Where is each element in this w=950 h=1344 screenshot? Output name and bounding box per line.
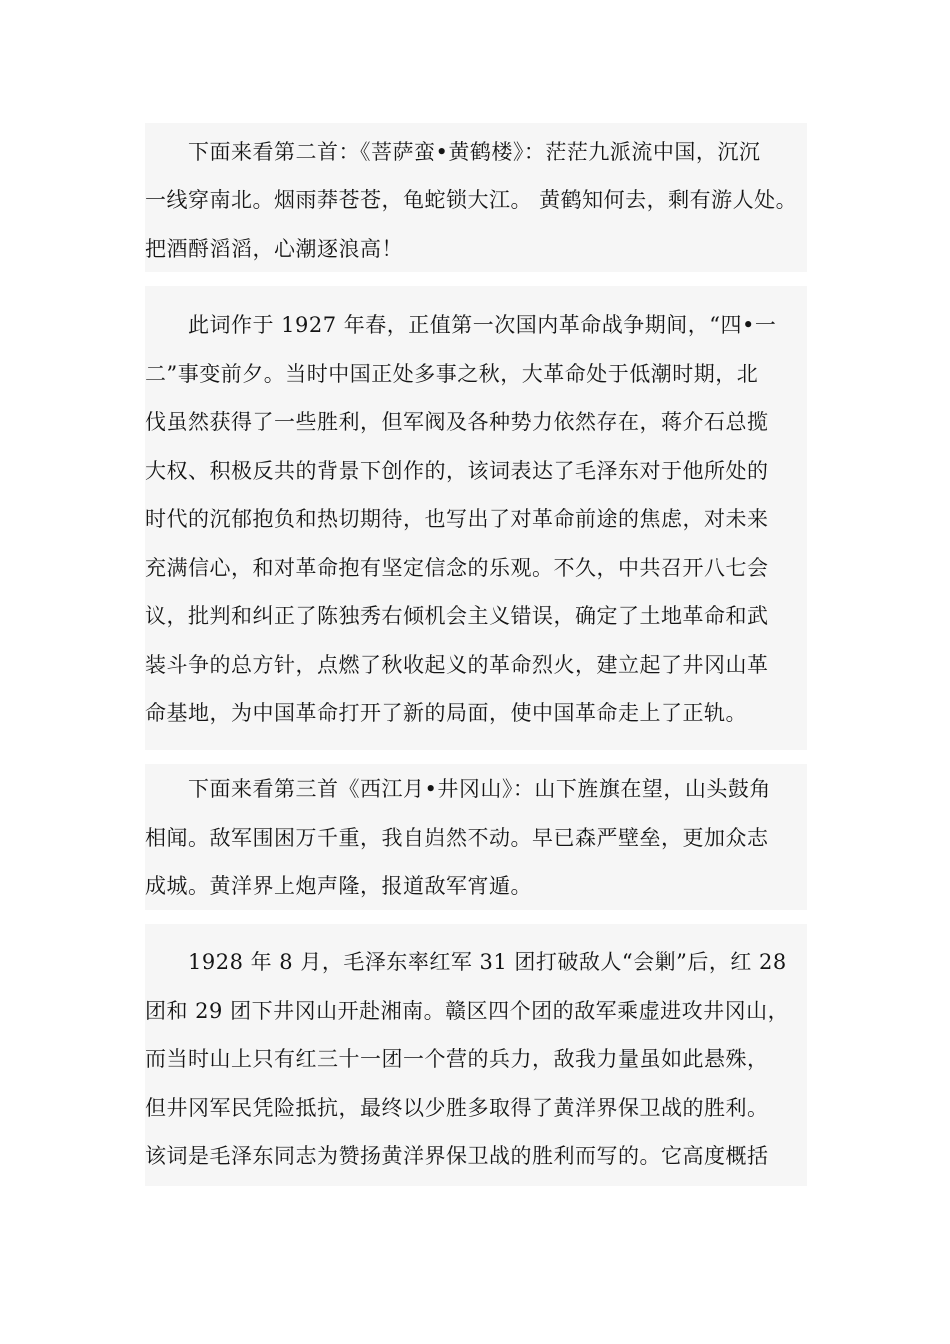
text-line: 议，批判和纠正了陈独秀右倾机会主义错误，确定了土地革命和武 — [145, 604, 769, 628]
text-line: 把酒酹滔滔，心潮逐浪高！ — [145, 237, 403, 261]
text-line: 充满信心，和对革命抱有坚定信念的乐观。不久，中共召开八七会 — [145, 556, 769, 580]
text-line: 此词作于 1927 年春，正值第一次国内革命战争期间，“四•一 — [145, 313, 777, 337]
text-line: 下面来看第三首《西江月•井冈山》：山下旌旗在望，山头鼓角 — [145, 777, 771, 801]
paragraph-gap — [145, 910, 807, 924]
text-line: 二”事变前夕。当时中国正处多事之秋，大革命处于低潮时期，北 — [145, 362, 759, 386]
text-line: 相闻。敌军围困万千重，我自岿然不动。早已森严壁垒，更加众志 — [145, 826, 769, 850]
text-line: 大权、积极反共的背景下创作的，该词表达了毛泽东对于他所处的 — [145, 459, 769, 483]
text-line: 团和 29 团下井冈山开赴湘南。赣区四个团的敌军乘虚进攻井冈山， — [145, 999, 790, 1023]
text-line: 装斗争的总方针，点燃了秋收起义的革命烈火，建立起了井冈山革 — [145, 653, 769, 677]
text-line: 成城。黄洋界上炮声隆，报道敌军宵遁。 — [145, 874, 532, 898]
text-line: 命基地，为中国革命打开了新的局面，使中国革命走上了正轨。 — [145, 701, 747, 725]
text-line: 时代的沉郁抱负和热切期待，也写出了对革命前途的焦虑，对未来 — [145, 507, 769, 531]
text-line: 1928 年 8 月，毛泽东率红军 31 团打破敌人“会剿”后，红 28 — [145, 950, 787, 974]
paragraph-gap — [145, 750, 807, 764]
paragraph-gap — [145, 272, 807, 286]
text-line: 但井冈军民凭险抵抗，最终以少胜多取得了黄洋界保卫战的胜利。 — [145, 1096, 769, 1120]
text-line: 下面来看第二首：《菩萨蛮•黄鹤楼》：茫茫九派流中国，沉沉 — [145, 140, 761, 164]
text-line: 而当时山上只有红三十一团一个营的兵力，敌我力量虽如此悬殊， — [145, 1047, 769, 1071]
text-line: 一线穿南北。烟雨莽苍苍，龟蛇锁大江。 黄鹤知何去，剩有游人处。 — [145, 188, 798, 212]
text-line: 伐虽然获得了一些胜利，但军阀及各种势力依然存在，蒋介石总揽 — [145, 410, 769, 434]
text-line: 该词是毛泽东同志为赞扬黄洋界保卫战的胜利而写的。它高度概括 — [145, 1144, 769, 1168]
